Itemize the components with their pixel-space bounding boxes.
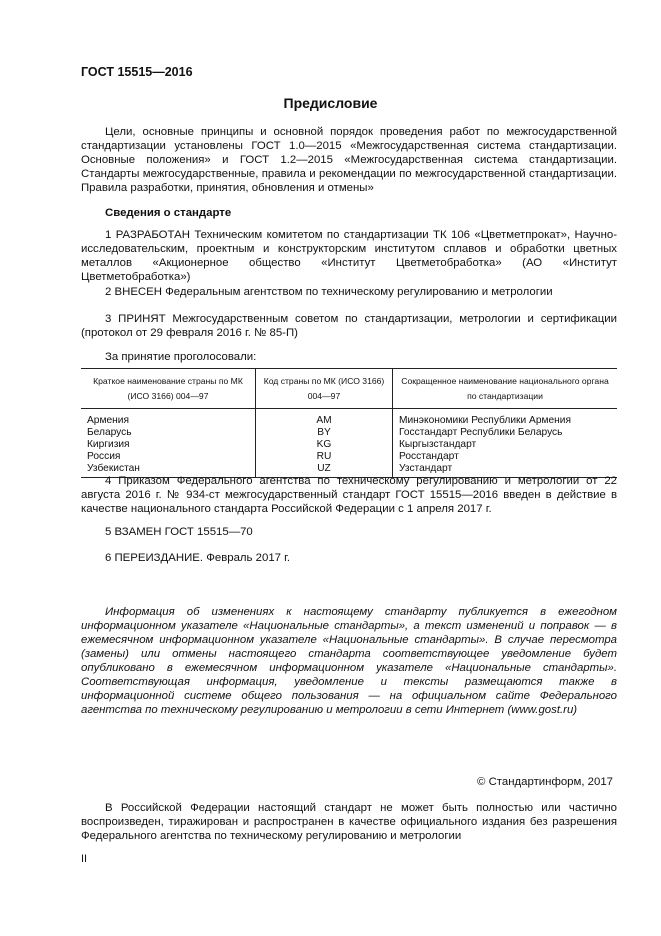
- body-cell: Кыргызстандарт: [393, 439, 618, 451]
- amendments-info-notice: Информация об изменениях к настоящему стандарту публикуется в ежегодном информационном указателе «Национальные стандарты», а текст изменений и поправок — в ежемесячном информационном указателе «Национальные стандарты». В случае пересмотра (замены) или отмены настоящего стандарта соответствующее уведомление будет опубликовано в ежемесячном информационном указателе «Национальные стандарты». Соответствующая информация, уведомление и тексты размещаются также в информационной системе общего пользования — на официальном сайте Федерального агентства по техническому регулированию и метрологии в сети Интернет (www.gost.ru): [81, 606, 617, 716]
- item-adopted: 3 ПРИНЯТ Межгосударственным советом по стандартизации, метрологии и сертификации (протокол от 29 февраля 2016 г. № 85-П): [81, 313, 617, 339]
- reproduction-notice: В Российской Федерации настоящий стандарт не может быть полностью или частично воспроизведен, тиражирован и распространен в качестве официального издания без разрешения Федерального агентства по техническому регулированию и метрологии: [81, 802, 617, 842]
- body-cell: Минэкономики Республики Армения: [393, 409, 618, 428]
- body-cell: Росстандарт: [393, 451, 618, 463]
- country-cell: Армения: [87, 415, 129, 426]
- page-number: II: [81, 853, 88, 865]
- country-cell: Беларусь: [87, 427, 132, 438]
- body-cell: Госстандарт Республики Беларусь: [393, 427, 618, 439]
- body-cell: Узстандарт: [393, 463, 618, 478]
- header-country: Краткое наименование страны по МК (ИСО 3166) 004—97: [81, 369, 256, 409]
- page-title: Предисловие: [283, 95, 378, 111]
- header-body: Сокращенное наименование национального органа по стандартизации: [393, 369, 618, 409]
- table-row: [81, 409, 617, 428]
- item-introduced: 2 ВНЕСЕН Федеральным агентством по техническому регулированию и метрологии: [105, 286, 553, 298]
- voting-table: [81, 368, 617, 478]
- table-header-row: [81, 369, 617, 409]
- code-cell: AM: [256, 409, 393, 428]
- item-reissue: 6 ПЕРЕИЗДАНИЕ. Февраль 2017 г.: [105, 552, 291, 564]
- code-cell: KG: [256, 439, 393, 451]
- voted-label: За принятие проголосовали:: [105, 351, 257, 363]
- country-cell: Россия: [87, 451, 121, 462]
- intro-paragraph: Цели, основные принципы и основной порядок проведения работ по межгосударственной стандартизации установлены ГОСТ 1.0—2015 «Межгосударственная система стандартизации. Основные положения» и ГОСТ 1.2—2015 «Межгосударственная система стандартизации. Стандарты межгосударственные, правила и рекомендации по межгосударственной стандартизации. Правила разработки, принятия, обновления и отмены»: [81, 126, 617, 194]
- country-cell: Киргизия: [87, 439, 130, 450]
- code-cell: BY: [256, 427, 393, 439]
- item-replaces: 5 ВЗАМЕН ГОСТ 15515—70: [105, 526, 253, 538]
- header-code: Код страны по МК (ИСО 3166) 004—97: [256, 369, 393, 409]
- about-standard-heading: Сведения о стандарте: [105, 207, 232, 219]
- table-row: [81, 451, 617, 463]
- code-cell: RU: [256, 451, 393, 463]
- country-cell: Узбекистан: [81, 463, 256, 478]
- table-row: [81, 427, 617, 439]
- item-enacted: 4 Приказом Федерального агентства по техническому регулированию и метрологии от 22 августа 2016 г. № 934-ст межгосударственный стандарт ГОСТ 15515—2016 введен в действие в качестве национального стандарта Российской Федерации с 1 апреля 2017 г.: [81, 475, 617, 515]
- copyright: © Стандартинформ, 2017: [477, 776, 613, 788]
- table-row: [81, 439, 617, 451]
- document-code: ГОСТ 15515—2016: [81, 65, 193, 79]
- code-cell: UZ: [256, 463, 393, 478]
- item-developed: 1 РАЗРАБОТАН Техническим комитетом по стандартизации ТК 106 «Цветметпрокат», Научно-исследовательским, проектным и конструкторским институтом сплавов и обработки цветных металлов «Акционерное общество «Институт Цветметобработка» (АО «Институт Цветметобработка»): [81, 229, 617, 283]
